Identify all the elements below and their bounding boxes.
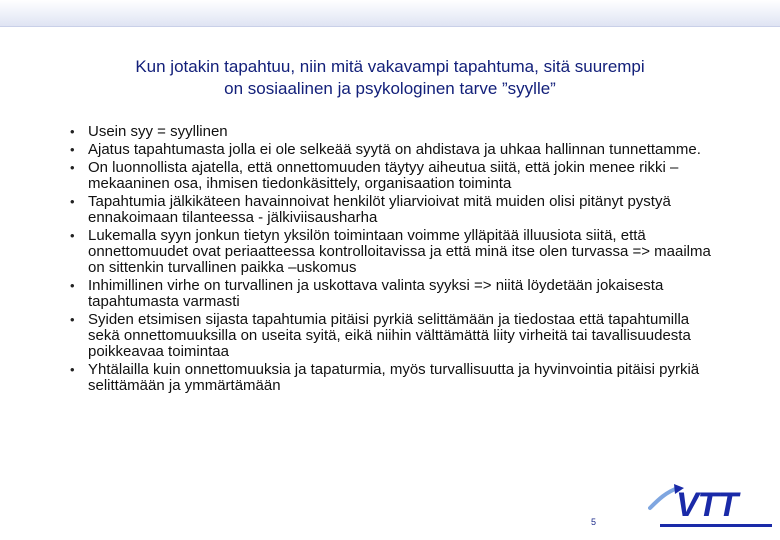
bullet-item: • Yhtälailla kuin onnettomuuksia ja tapaturmia, myös turvallisuutta ja hyvinvointia pitäisi pyrkiä selittämään ja ymmärtämään: [78, 362, 718, 394]
vtt-logo: VTT: [676, 486, 738, 524]
bullet-item: • Usein syy = syyllinen: [78, 124, 718, 140]
bullet-item: • Ajatus tapahtumasta jolla ei ole selkeää syytä on ahdistava ja uhkaa hallinnan tunnettamme.: [78, 142, 718, 158]
slide-title: [60, 56, 720, 100]
header-band: [0, 0, 780, 27]
bullet-item: • Tapahtumia jälkikäteen havainnoivat henkilöt yliarvioivat mitä muiden olisi pitänyt pystyä ennakoimaan tilanteessa - jälkiviisausharha: [78, 194, 718, 226]
bullet-item: • On luonnollista ajatella, että onnettomuuden täytyy aiheutua siitä, että jokin menee rikki – mekaaninen osa, ihmisen tiedonkäsittely, organisaation toiminta: [78, 160, 718, 192]
bullet-item: • Syiden etsimisen sijasta tapahtumia pitäisi pyrkiä selittämään ja tiedostaa että tapahtumilla sekä onnettomuuksilla on useita syitä, eikä niihin välttämättä liity virheitä tai tavallisuudesta poikkeavaa toimintaa: [78, 312, 718, 360]
bullet-item: • Lukemalla syyn jonkun tietyn yksilön toimintaan voimme ylläpitää illuusiota siitä, että onnettomuudet ovat periaatteessa kontrolloitavissa ja että minä itse olen turvassa => maailma on sittenkin turvallinen paikka –uskomus: [78, 228, 718, 276]
slide-title-line-2: on sosiaalinen ja psykologinen tarve ”syylle”: [224, 79, 556, 98]
page-number: 5: [591, 517, 597, 527]
bullet-list: [78, 124, 718, 396]
bullet-item: • Inhimillinen virhe on turvallinen ja uskottava valinta syyksi => niitä löydetään jokaisesta tapahtumasta varmasti: [78, 278, 718, 310]
logo-underline: [660, 524, 772, 527]
slide-title-line-1: Kun jotakin tapahtuu, niin mitä vakavampi tapahtuma, sitä suurempi: [135, 57, 645, 76]
